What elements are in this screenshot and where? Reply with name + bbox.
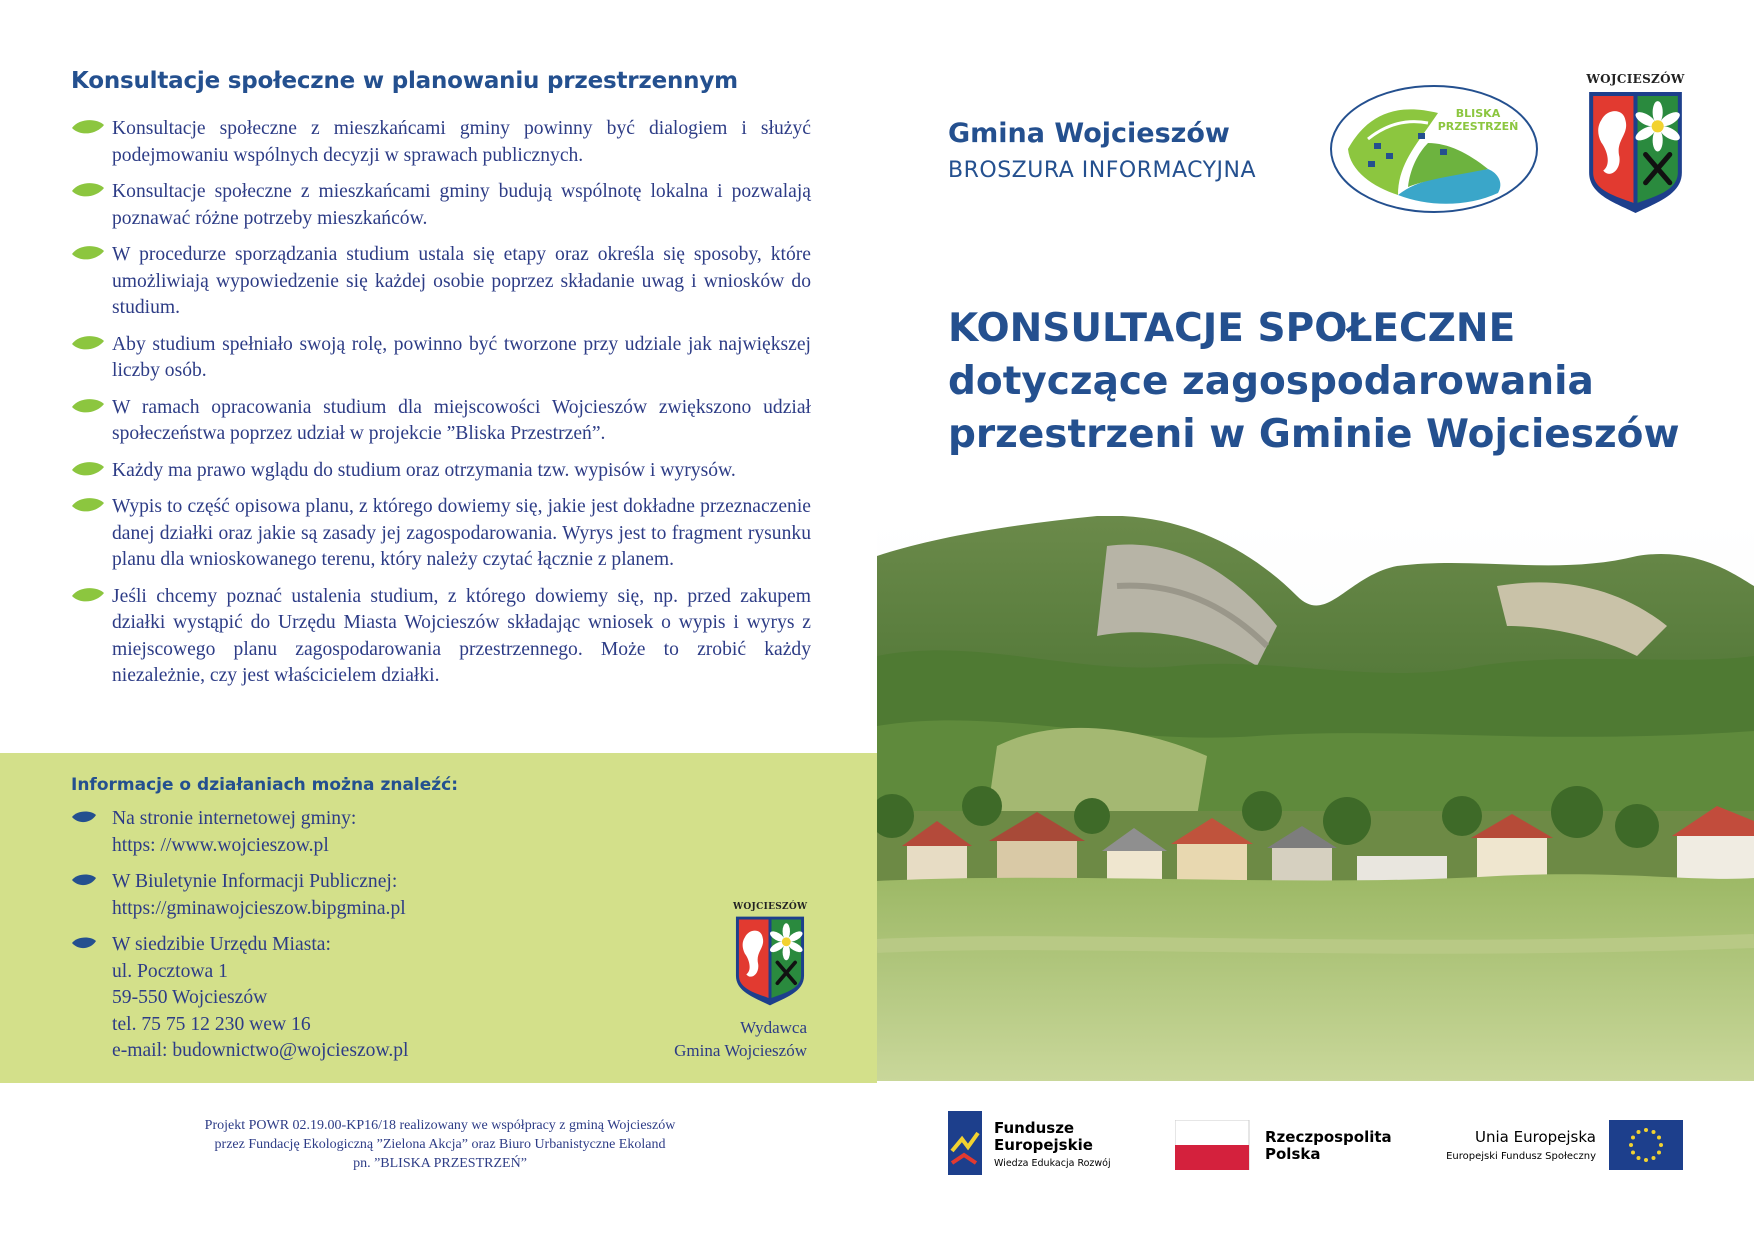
svg-text:Wiedza Edukacja Rozwój: Wiedza Edukacja Rozwój bbox=[994, 1158, 1111, 1169]
info-item-bip: W Biuletynie Informacji Publicznej: https://gminawojcieszow.bipgmina.pl bbox=[71, 869, 551, 922]
leaf-icon bbox=[71, 587, 105, 604]
info-item-website: Na stronie internetowej gminy: https: //www.wojcieszow.pl bbox=[71, 806, 551, 859]
main-title: KONSULTACJE SPOŁECZNE dotyczące zagospodarowania przestrzeni w Gminie Wojcieszów bbox=[948, 306, 1680, 457]
bp-logo-line1: BLISKA bbox=[1455, 107, 1501, 120]
rzeczpospolita-polska-logo bbox=[1175, 1120, 1405, 1170]
bullet-item: W procedurze sporządzania studium ustala się etapy oraz określa się sposoby, które umożliwiają wypowiedzenie się każdej osobie poprzez składanie uwag i wniosków do studium. bbox=[71, 242, 811, 322]
leaf-icon bbox=[71, 119, 105, 136]
leaf-icon bbox=[71, 937, 97, 950]
bliska-przestrzen-logo bbox=[1328, 83, 1540, 215]
svg-text:Fundusze: Fundusze bbox=[994, 1119, 1075, 1137]
bullet-item: Wypis to część opisowa planu, z którego dowiemy się, jakie jest dokładne przeznaczenie danej działki oraz jakie są zasady jej zagospodarowania. Wyrys jest to fragment rysunku planu dla wnioskowanego terenu, który należy czytać łącznie z planem. bbox=[71, 494, 811, 574]
leaf-icon bbox=[71, 398, 105, 415]
leaf-icon bbox=[71, 335, 105, 352]
leaf-icon bbox=[71, 497, 105, 514]
unia-europejska-logo bbox=[1438, 1120, 1683, 1170]
leaf-icon bbox=[71, 182, 105, 199]
info-list bbox=[71, 806, 551, 1075]
bullet-item: Jeśli chcemy poznać ustalenia studium, z którego dowiemy się, np. przed zakupem działki wystąpić do Urzędu Miasta Wojcieszów składając wniosek o wypis i wyrys z miejscowego planu zagospodarowania przestrzennego. Może to zrobić każdy niezależnie, czy jest właścicielem działki. bbox=[71, 584, 811, 690]
coat-of-arms-small: WOJCIESZÓW bbox=[733, 902, 807, 1012]
project-footnote: Projekt POWR 02.19.00-KP16/18 realizowany we współpracy z gminą Wojcieszów przez Fundację Ekologiczną ”Zielona Akcja” oraz Biuro Urbanistyczne Ekoland pn. ”BLISKA PRZESTRZEŃ” bbox=[204, 1118, 676, 1171]
website-link[interactable]: https: //www.wojcieszow.pl bbox=[112, 834, 329, 856]
municipality-name: Gmina Wojcieszów bbox=[948, 118, 1230, 149]
bullet-item: Aby studium spełniało swoją rolę, powinno być tworzone przy udziale jak największej liczby osób. bbox=[71, 332, 811, 385]
bullet-list bbox=[71, 116, 811, 700]
brochure-subtitle: BROSZURA INFORMACYJNA bbox=[948, 158, 1257, 183]
bip-link[interactable]: https://gminawojcieszow.bipgmina.pl bbox=[112, 897, 406, 919]
coat-of-arms-icon bbox=[733, 915, 807, 1007]
leaf-icon bbox=[71, 245, 105, 262]
coat-of-arms-icon bbox=[1585, 90, 1686, 215]
fundusze-europejskie-logo bbox=[948, 1111, 1138, 1175]
svg-text:Rzeczpospolita: Rzeczpospolita bbox=[1265, 1128, 1392, 1146]
landscape-photo bbox=[877, 516, 1754, 1081]
bullet-item: Konsultacje społeczne z mieszkańcami gminy powinny być dialogiem i służyć podejmowaniu wspólnych decyzji w sprawach publicznych. bbox=[71, 116, 811, 169]
section-title: Konsultacje społeczne w planowaniu przestrzennym bbox=[71, 68, 738, 94]
bullet-item: Każdy ma prawo wglądu do studium oraz otrzymania tzw. wypisów i wyrysów. bbox=[71, 458, 811, 485]
svg-text:Europejskie: Europejskie bbox=[994, 1136, 1093, 1154]
svg-text:Europejski Fundusz Społeczny: Europejski Fundusz Społeczny bbox=[1446, 1151, 1596, 1162]
leaf-icon bbox=[71, 874, 97, 887]
publisher: Wydawca Gmina Wojcieszów bbox=[674, 1018, 807, 1060]
leaf-icon bbox=[71, 811, 97, 824]
svg-text:Polska: Polska bbox=[1265, 1145, 1321, 1163]
email-link[interactable]: e-mail: budownictwo@wojcieszow.pl bbox=[112, 1040, 409, 1061]
bullet-item: W ramach opracowania studium dla miejscowości Wojcieszów zwiększono udział społeczeństwa poprzez udział w projekcie ”Bliska Przestrzeń”. bbox=[71, 395, 811, 448]
bp-logo-line2: PRZESTRZEŃ bbox=[1437, 120, 1519, 133]
leaf-icon bbox=[71, 461, 105, 478]
info-title: Informacje o działaniach można znaleźć: bbox=[71, 775, 459, 795]
coat-of-arms-large: WOJCIESZÓW bbox=[1585, 72, 1686, 220]
svg-text:Unia Europejska: Unia Europejska bbox=[1475, 1128, 1596, 1146]
info-item-office: W siedzibie Urzędu Miasta: ul. Pocztowa 1 59-550 Wojcieszów tel. 75 75 12 230 wew 16 e-mail: budownictwo@wojcieszow.pl bbox=[71, 932, 551, 1065]
bullet-item: Konsultacje społeczne z mieszkańcami gminy budują wspólnotę lokalna i pozwalają poznawać różne potrzeby mieszkańców. bbox=[71, 179, 811, 232]
